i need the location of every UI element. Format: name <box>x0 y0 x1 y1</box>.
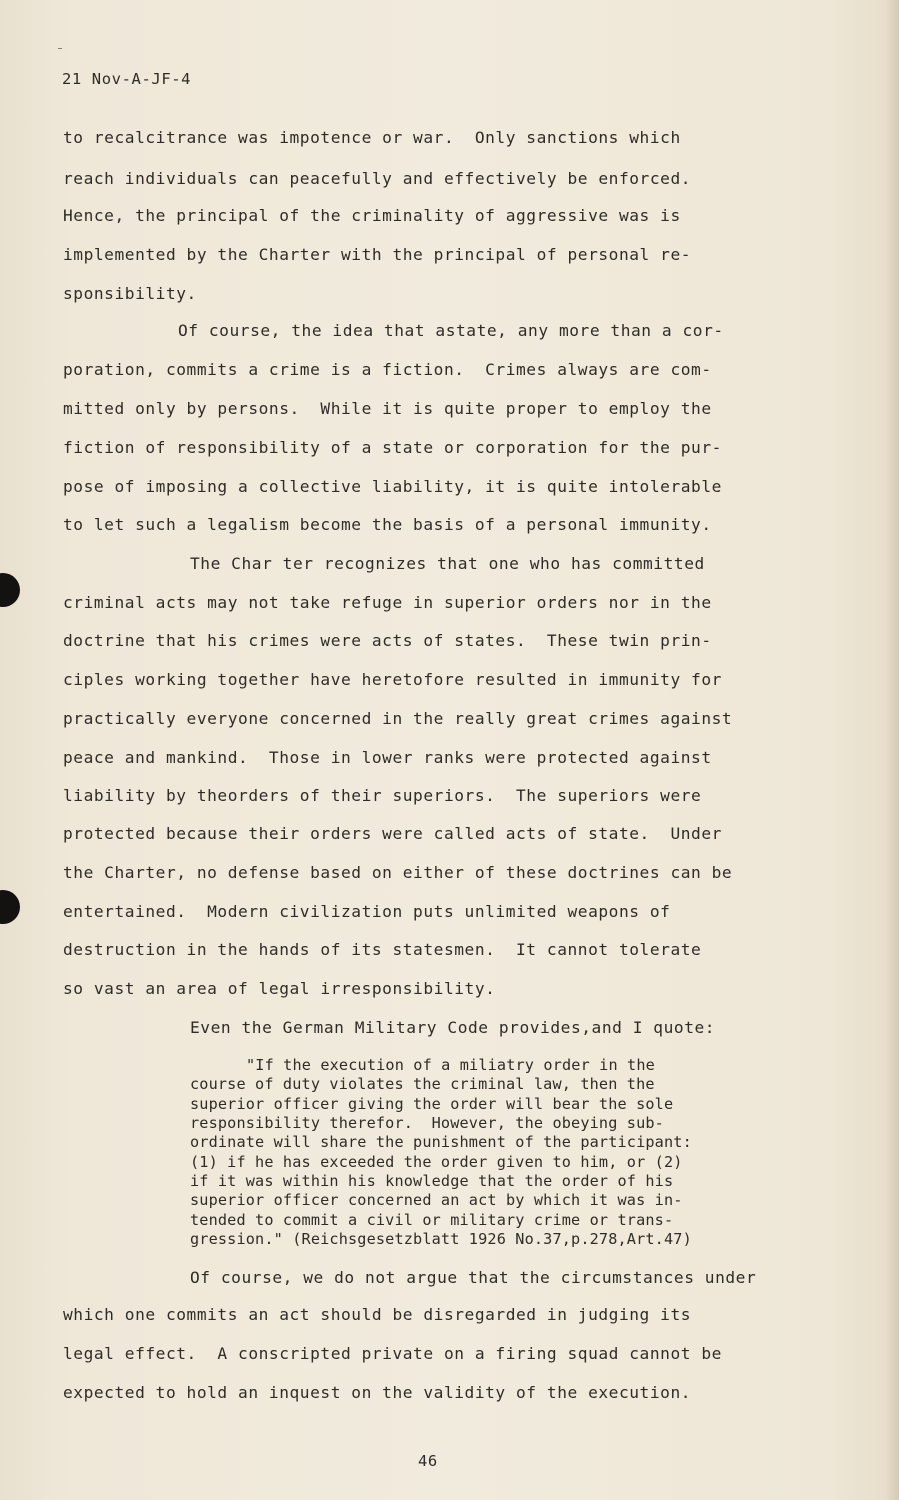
quote-line: if it was within his knowledge that the order of his <box>190 1172 674 1190</box>
text-line: liability by theorders of their superiors. The superiors were <box>63 786 702 805</box>
text-line: destruction in the hands of its statesmen. It cannot tolerate <box>63 940 702 959</box>
text-line: entertained. Modern civilization puts unlimited weapons of <box>63 902 671 921</box>
quote-line: "If the execution of a miliatry order in the <box>246 1056 655 1074</box>
quote-line: superior officer concerned an act by which it was in- <box>190 1191 683 1209</box>
text-line: Hence, the principal of the criminality of aggressive was is <box>63 206 681 225</box>
text-line: ciples working together have heretofore resulted in immunity for <box>63 670 722 689</box>
text-line: Of course, the idea that astate, any more than a cor- <box>178 321 724 340</box>
document-header: 21 Nov-A-JF-4 <box>62 70 192 88</box>
text-line: the Charter, no defense based on either of these doctrines can be <box>63 863 733 882</box>
quote-line: tended to commit a civil or military crime or trans- <box>190 1211 674 1229</box>
text-line: legal effect. A conscripted private on a firing squad cannot be <box>63 1344 722 1363</box>
quote-line: (1) if he has exceeded the order given to him, or (2) <box>190 1153 683 1171</box>
text-line: protected because their orders were called acts of state. Under <box>63 824 722 843</box>
text-line: pose of imposing a collective liability, it is quite intolerable <box>63 477 722 496</box>
text-line: peace and mankind. Those in lower ranks were protected against <box>63 748 712 767</box>
punch-hole-bottom <box>0 890 20 924</box>
punch-hole-top <box>0 573 20 607</box>
text-line: criminal acts may not take refuge in superior orders nor in the <box>63 593 712 612</box>
page-number: 46 <box>418 1452 438 1470</box>
quote-line: gression." (Reichsgesetzblatt 1926 No.37,p.278,Art.47) <box>190 1230 692 1248</box>
text-line: implemented by the Charter with the principal of personal re- <box>63 245 692 264</box>
text-line: expected to hold an inquest on the validity of the execution. <box>63 1383 692 1402</box>
text-line: Of course, we do not argue that the circumstances under <box>190 1268 757 1287</box>
page-edge-shadow <box>885 0 899 1500</box>
text-line: which one commits an act should be disregarded in judging its <box>63 1305 692 1324</box>
quote-line: responsibility therefor. However, the obeying sub- <box>190 1114 664 1132</box>
stray-mark <box>58 48 62 49</box>
text-line: doctrine that his crimes were acts of states. These twin prin- <box>63 631 712 650</box>
text-line: practically everyone concerned in the really great crimes against <box>63 709 733 728</box>
text-line: poration, commits a crime is a fiction. Crimes always are com- <box>63 360 712 379</box>
text-line: to let such a legalism become the basis of a personal immunity. <box>63 515 712 534</box>
text-line: sponsibility. <box>63 284 197 303</box>
text-line: Even the German Military Code provides,and I quote: <box>190 1018 716 1037</box>
quote-line: superior officer giving the order will bear the sole <box>190 1095 674 1113</box>
text-line: so vast an area of legal irresponsibility. <box>63 979 496 998</box>
text-line: reach individuals can peacefully and effectively be enforced. <box>63 169 692 188</box>
text-line: to recalcitrance was impotence or war. Only sanctions which <box>63 128 681 147</box>
quote-line: ordinate will share the punishment of the participant: <box>190 1133 692 1151</box>
text-line: The Char ter recognizes that one who has committed <box>190 554 705 573</box>
text-line: mitted only by persons. While it is quite proper to employ the <box>63 399 712 418</box>
text-line: fiction of responsibility of a state or corporation for the pur- <box>63 438 722 457</box>
quote-line: course of duty violates the criminal law, then the <box>190 1075 655 1093</box>
